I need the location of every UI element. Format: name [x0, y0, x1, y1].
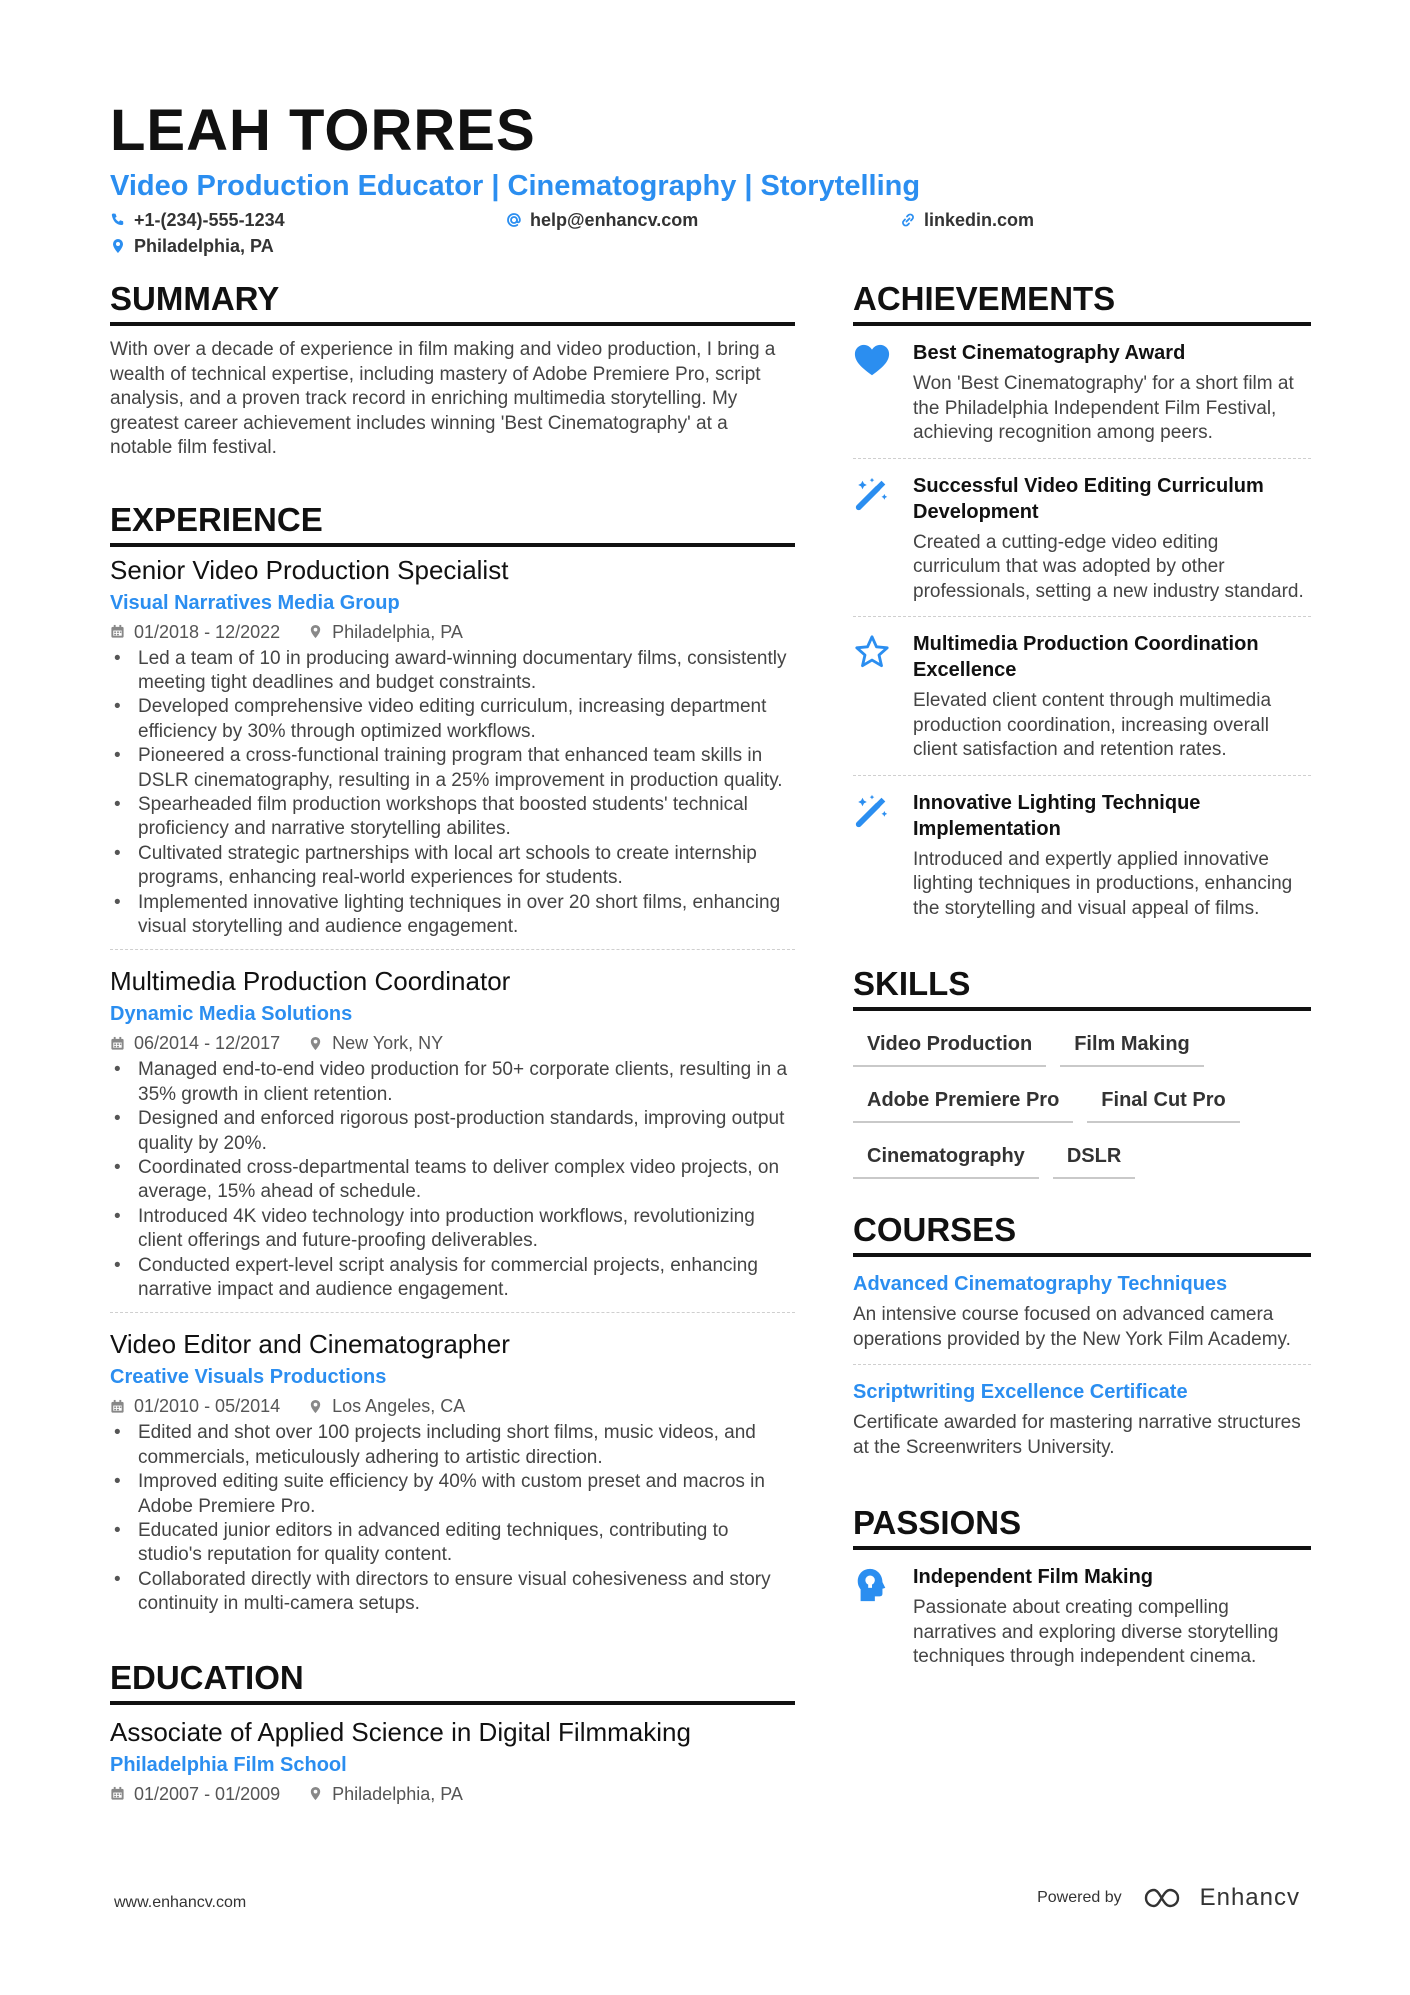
- experience-list: [110, 553, 795, 1627]
- school-name: Philadelphia Film School: [110, 1753, 347, 1776]
- job-bullets: [110, 1421, 795, 1616]
- job-bullet: • Designed and enforced rigorous post-production standards, improving output quality by 20%.: [110, 1107, 795, 1156]
- job-bullet: • Cultivated strategic partnerships with local art schools to create internship programs, enhancing real-world experiences for students.: [110, 842, 795, 891]
- heart-icon: [853, 340, 893, 446]
- skills-list: [853, 1011, 1311, 1179]
- map-pin-icon: [308, 1786, 323, 1801]
- course-item: [853, 1257, 1311, 1364]
- contact-info: [110, 208, 1310, 260]
- calendar-icon: [110, 1399, 125, 1414]
- job-dates-text: 01/2018 - 12/2022: [134, 621, 281, 642]
- skill-tag: Adobe Premiere Pro: [853, 1081, 1073, 1123]
- course-desc: An intensive course focused on advanced camera operations provided by the New York Film Academy.: [853, 1304, 1291, 1350]
- passions-heading: PASSIONS: [853, 1502, 1311, 1550]
- achievement-desc: Introduced and expertly applied innovative lighting techniques in productions, enhancing the storytelling and visual appeal of films.: [913, 848, 1293, 919]
- job-bullet: • Improved editing suite efficiency by 40% with custom preset and macros in Adobe Premiere Pro.: [110, 1470, 795, 1519]
- job-bullet: • Introduced 4K video technology into production workflows, revolutionizing client offerings and future-proofing deliverables.: [110, 1205, 795, 1254]
- passions-section: [853, 1502, 1311, 1682]
- passion-item: [853, 1550, 1311, 1682]
- calendar-icon: [110, 624, 125, 639]
- job-location-text: Philadelphia, PA: [332, 621, 463, 642]
- job-dates: [110, 1030, 280, 1056]
- job-dates: [110, 1393, 280, 1419]
- achievements-heading: ACHIEVEMENTS: [853, 278, 1311, 326]
- resume-header: [110, 96, 1310, 260]
- summary-section: [110, 278, 795, 461]
- job-bullets: [110, 1058, 795, 1302]
- magic-wand-icon: [853, 473, 893, 605]
- enhancv-logo-icon: [1142, 1884, 1190, 1912]
- job-meta: [110, 1393, 795, 1419]
- skill-tag: Video Production: [853, 1025, 1046, 1067]
- job-title: Senior Video Production Specialist: [110, 554, 509, 585]
- course-desc: Certificate awarded for mastering narrative structures at the Screenwriters University.: [853, 1412, 1301, 1458]
- job-bullet: • Conducted expert-level script analysis for commercial projects, enhancing narrative impact and audience engagement.: [110, 1254, 795, 1303]
- calendar-icon: [110, 1786, 125, 1801]
- star-icon: [853, 631, 893, 763]
- footer-website[interactable]: www.enhancv.com: [114, 1894, 247, 1911]
- right-column: [853, 278, 1311, 1712]
- achievement-desc: Won 'Best Cinematography' for a short film at the Philadelphia Independent Film Festival, achieving recognition among peers.: [913, 373, 1294, 443]
- courses-list: [853, 1257, 1311, 1472]
- course-title: Scriptwriting Excellence Certificate: [853, 1381, 1188, 1403]
- achievement-title: Successful Video Editing Curriculum Development: [913, 474, 1264, 523]
- job-bullet: • Managed end-to-end video production for 50+ corporate clients, resulting in a 35% growth in client retention.: [110, 1058, 795, 1107]
- location-contact: [110, 234, 274, 258]
- job-bullet: • Implemented innovative lighting techniques in over 20 short films, enhancing visual storytelling and audience engagement.: [110, 891, 795, 940]
- education-location-text: Philadelphia, PA: [332, 1783, 463, 1804]
- brand-name: Enhancv: [1199, 1884, 1300, 1911]
- passion-title: Independent Film Making: [913, 1566, 1154, 1588]
- job-meta: [110, 1030, 795, 1056]
- company-name: Visual Narratives Media Group: [110, 591, 400, 614]
- education-dates-text: 01/2007 - 01/2009: [134, 1783, 281, 1804]
- job-bullet: • Collaborated directly with directors to ensure visual cohesiveness and story continuity in multi-camera setups.: [110, 1568, 795, 1617]
- education-dates: [110, 1781, 280, 1807]
- at-icon: [506, 212, 522, 228]
- achievement-desc: Elevated client content through multimedia production coordination, increasing overall client satisfaction and retention rates.: [913, 690, 1272, 760]
- phone-icon: [110, 212, 126, 228]
- job-bullet: • Coordinated cross-departmental teams to deliver complex video projects, on average, 15% ahead of schedule.: [110, 1156, 795, 1205]
- course-item: [853, 1364, 1311, 1472]
- achievement-item: [853, 326, 1311, 458]
- footer-branding: [1037, 1884, 1300, 1912]
- candidate-title: Video Production Educator | Cinematography | Storytelling: [110, 170, 921, 202]
- map-pin-icon: [308, 1036, 323, 1051]
- job-bullet: • Spearheaded film production workshops that boosted students' technical proficiency and narrative storytelling abilites.: [110, 793, 795, 842]
- achievements-list: [853, 326, 1311, 933]
- summary-text: With over a decade of experience in film making and video production, I bring a wealth of technical expertise, including mastery of Adobe Premiere Pro, script analysis, and a proven track record in enriching multimedia storytelling. My greatest career achievement includes winning 'Best Cinematography' at a notable film festival.: [110, 339, 776, 458]
- job-dates-text: 06/2014 - 12/2017: [134, 1033, 281, 1054]
- courses-section: [853, 1209, 1311, 1472]
- achievement-title: Multimedia Production Coordination Excellence: [913, 633, 1259, 681]
- education-heading: EDUCATION: [110, 1657, 795, 1705]
- experience-heading: EXPERIENCE: [110, 499, 795, 547]
- passions-list: [853, 1550, 1311, 1682]
- job-dates-text: 01/2010 - 05/2014: [134, 1396, 281, 1417]
- job-location-text: New York, NY: [332, 1033, 444, 1054]
- job-title: Video Editor and Cinematographer: [110, 1329, 510, 1360]
- skill-tag: Film Making: [1060, 1025, 1204, 1067]
- website-contact[interactable]: [900, 208, 1034, 232]
- passion-desc: Passionate about creating compelling narratives and exploring diverse storytelling techniques through independent cinema.: [913, 1597, 1279, 1667]
- job-bullet: • Led a team of 10 in producing award-winning documentary films, consistently meeting tight deadlines and budget constraints.: [110, 647, 795, 696]
- achievement-item: [853, 616, 1311, 775]
- email-contact[interactable]: [506, 208, 698, 232]
- experience-section: [110, 499, 795, 1627]
- experience-item: [110, 1312, 795, 1626]
- summary-heading: SUMMARY: [110, 278, 795, 326]
- job-bullets: [110, 647, 795, 940]
- link-icon: [900, 212, 916, 228]
- map-pin-icon: [308, 1399, 323, 1414]
- achievement-item: [853, 775, 1311, 934]
- courses-heading: COURSES: [853, 1209, 1311, 1257]
- company-name: Creative Visuals Productions: [110, 1366, 387, 1389]
- job-bullet: • Pioneered a cross-functional training program that enhanced team skills in DSLR cinematography, resulting in a 25% improvement in production quality.: [110, 744, 795, 793]
- education-location: [308, 1781, 463, 1807]
- left-column: [110, 278, 795, 1837]
- head-idea-icon: [853, 1564, 893, 1670]
- map-pin-icon: [110, 238, 126, 254]
- experience-item: [110, 553, 795, 950]
- job-bullet: • Developed comprehensive video editing curriculum, increasing department efficiency by 30% through optimized workflows.: [110, 695, 795, 744]
- website-text: linkedin.com: [924, 210, 1035, 230]
- education-meta: [110, 1781, 795, 1807]
- job-location-text: Los Angeles, CA: [332, 1396, 466, 1417]
- skills-heading: SKILLS: [853, 963, 1311, 1011]
- job-bullet: • Educated junior editors in advanced editing techniques, contributing to studio's reputation for quality content.: [110, 1519, 795, 1568]
- skill-tag: DSLR: [1053, 1137, 1135, 1179]
- education-section: [110, 1657, 795, 1807]
- skill-tag: Cinematography: [853, 1137, 1039, 1179]
- job-location: [308, 1030, 443, 1056]
- candidate-name: LEAH TORRES: [110, 98, 536, 163]
- achievement-title: Best Cinematography Award: [913, 342, 1186, 364]
- phone-text: +1-(234)-555-1234: [134, 210, 285, 230]
- skill-tag: Final Cut Pro: [1087, 1081, 1239, 1123]
- skills-section: [853, 963, 1311, 1179]
- phone-contact[interactable]: [110, 208, 285, 232]
- job-meta: [110, 619, 795, 645]
- email-text: help@enhancv.com: [530, 210, 699, 230]
- job-location: [308, 619, 463, 645]
- job-location: [308, 1393, 465, 1419]
- calendar-icon: [110, 1036, 125, 1051]
- achievement-item: [853, 458, 1311, 617]
- company-name: Dynamic Media Solutions: [110, 1003, 353, 1026]
- achievements-section: [853, 278, 1311, 933]
- map-pin-icon: [308, 624, 323, 639]
- brand-logo[interactable]: [1142, 1884, 1300, 1912]
- experience-item: [110, 949, 795, 1312]
- course-title: Advanced Cinematography Techniques: [853, 1273, 1228, 1295]
- magic-wand-icon: [853, 790, 893, 922]
- job-title: Multimedia Production Coordinator: [110, 966, 511, 997]
- degree-title: Associate of Applied Science in Digital Filmmaking: [110, 1716, 691, 1747]
- job-dates: [110, 619, 280, 645]
- job-bullet: • Edited and shot over 100 projects including short films, music videos, and commercials, meticulously adhering to artistic direction.: [110, 1421, 795, 1470]
- powered-by-label: Powered by: [1037, 1889, 1122, 1906]
- location-text: Philadelphia, PA: [134, 236, 274, 256]
- achievement-title: Innovative Lighting Technique Implementation: [913, 791, 1201, 840]
- achievement-desc: Created a cutting-edge video editing curriculum that was adopted by other professionals, setting a new industry standard.: [913, 531, 1304, 602]
